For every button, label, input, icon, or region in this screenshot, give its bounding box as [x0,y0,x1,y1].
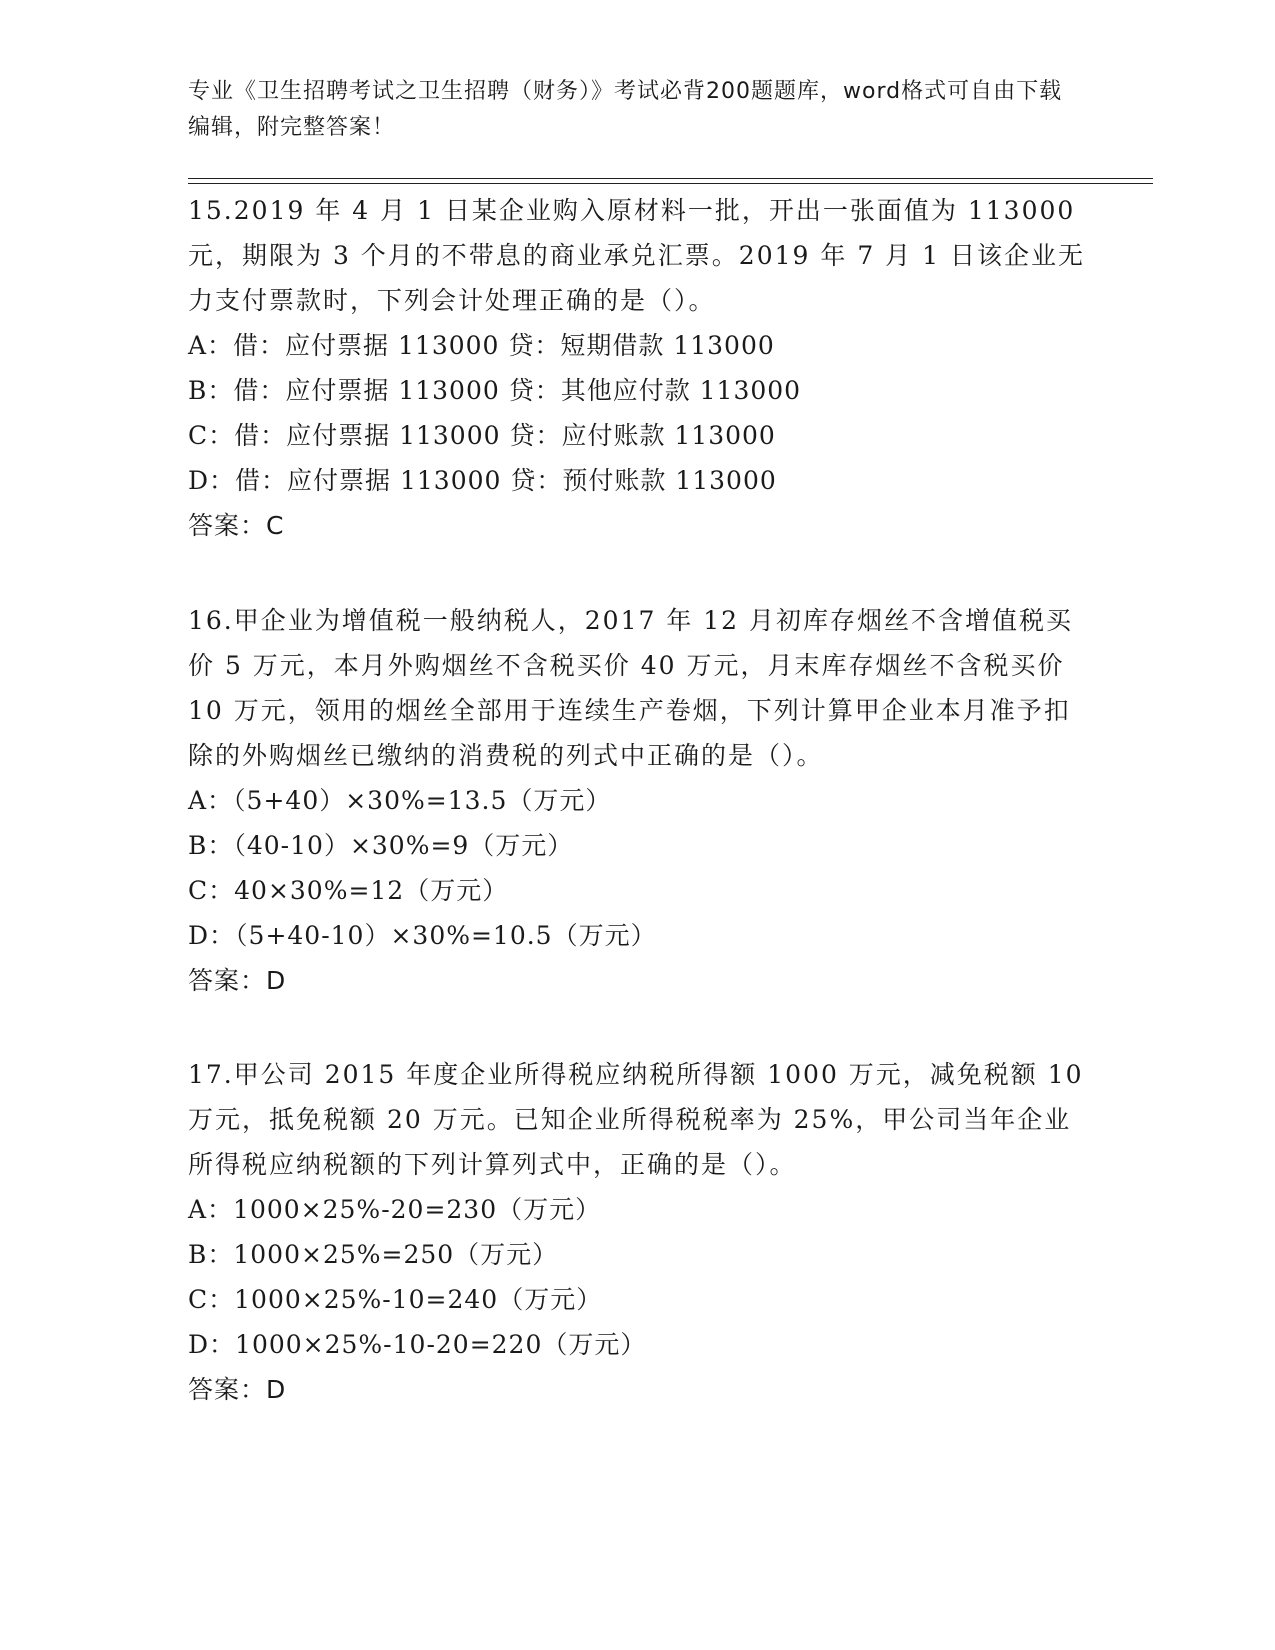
option-b: B：（40-10）×30%=9（万元） [188,831,574,860]
option-c: C：1000×25%-10=240（万元） [188,1285,603,1314]
question-stem: 15.2019 年 4 月 1 日某企业购入原材料一批，开出一张面值为 113000 元，期限为 3 个月的不带息的商业承兑汇票。2019 年 7 月 1 日该企业无力支付票款时，下列会计处理正确的是（）。 [188,196,1085,315]
question-17 [188,1052,1088,1412]
option-b: B：借：应付票据 113000 贷：其他应付款 113000 [188,376,802,405]
option-a: A：借：应付票据 113000 贷：短期借款 113000 [188,331,775,360]
answer-line: 答案：D [188,1375,287,1404]
question-16 [188,598,1088,1003]
option-b: B：1000×25%=250（万元） [188,1240,559,1269]
option-d: D：（5+40-10）×30%=10.5（万元） [188,921,657,950]
answer-line: 答案：D [188,966,287,995]
header-divider-bottom [188,183,1153,184]
question-15 [188,188,1088,548]
document-header: 专业《卫生招聘考试之卫生招聘（财务）》考试必背200题题库，word格式可自由下载编辑，附完整答案！ [188,79,1063,140]
option-d: D：借：应付票据 113000 贷：预付账款 113000 [188,466,777,495]
option-c: C：借：应付票据 113000 贷：应付账款 113000 [188,421,776,450]
question-stem: 16.甲企业为增值税一般纳税人，2017 年 12 月初库存烟丝不含增值税买价 5 万元，本月外购烟丝不含税买价 40 万元，月末库存烟丝不含税买价 10 万元，领用的烟丝全部用于连续生产卷烟，下列计算甲企业本月准予扣除的外购烟丝已缴纳的消费税的列式中正确的是（）。 [188,606,1074,770]
option-a: A：1000×25%-20=230（万元） [188,1195,602,1224]
option-d: D：1000×25%-10-20=220（万元） [188,1330,647,1359]
header-divider-top [188,178,1153,179]
answer-line: 答案：C [188,511,285,540]
question-stem: 17.甲公司 2015 年度企业所得税应纳税所得额 1000 万元，减免税额 10 万元，抵免税额 20 万元。已知企业所得税税率为 25%，甲公司当年企业所得税应纳税额的下列计算列式中，正确的是（）。 [188,1060,1084,1179]
option-c: C：40×30%=12（万元） [188,876,509,905]
option-a: A：（5+40）×30%=13.5（万元） [188,786,612,815]
